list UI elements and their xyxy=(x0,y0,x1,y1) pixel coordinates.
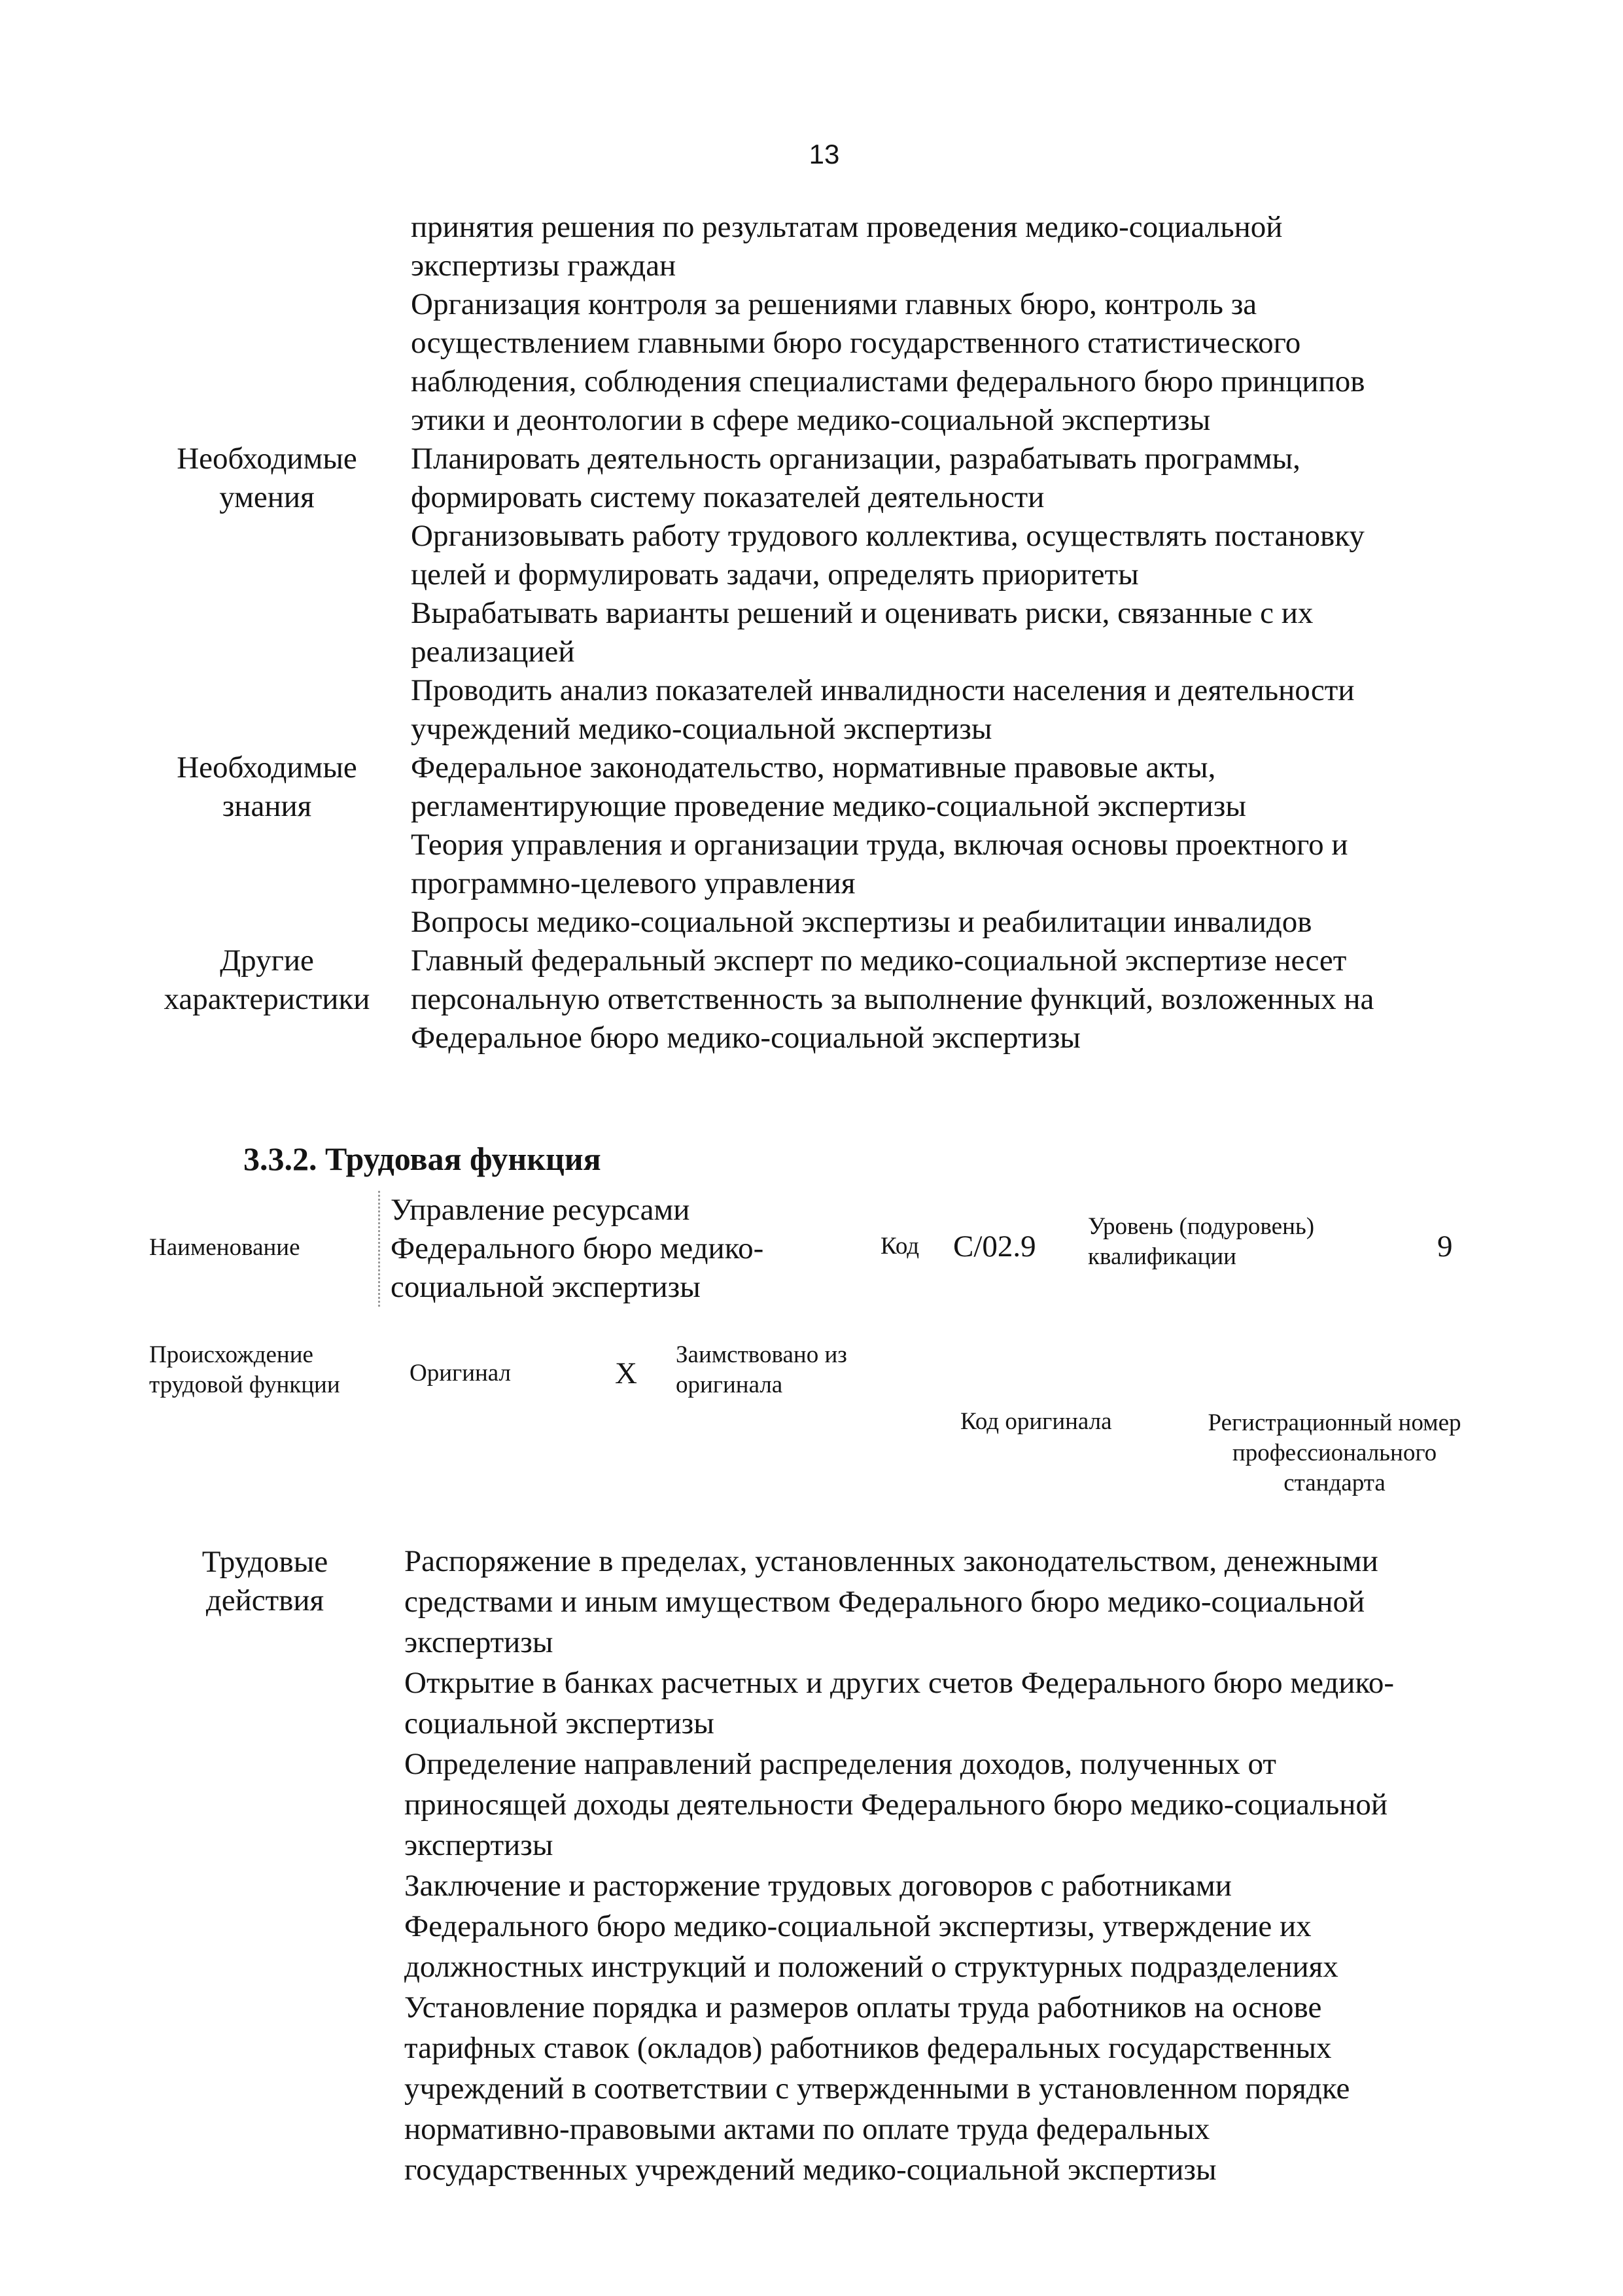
origin-label-line: Происхождение xyxy=(149,1341,313,1368)
text-line: осуществлением главными бюро государственного статистического xyxy=(411,326,1301,360)
code-label: Код xyxy=(881,1233,920,1260)
function-name-line: социальной экспертизы xyxy=(391,1270,701,1304)
label-line: умения xyxy=(219,480,315,514)
text-line: Организовывать работу трудового коллектива, осуществлять постановку xyxy=(411,519,1365,553)
continuation-text xyxy=(411,208,1523,440)
text-line: Установление порядка и размеров оплаты труда работников на основе xyxy=(404,1990,1322,2024)
text-line: Федеральное законодательство, нормативные правовые акты, xyxy=(411,751,1216,785)
original-label: Оригинал xyxy=(410,1360,512,1386)
skills-label xyxy=(149,440,385,517)
code-value: C/02.9 xyxy=(953,1229,1036,1263)
reg-number-label-line: Регистрационный номер xyxy=(1208,1409,1461,1436)
skills-text xyxy=(411,440,1523,749)
text-line: экспертизы xyxy=(404,1625,553,1659)
text-line: этики и деонтологии в сфере медико-социальной экспертизы xyxy=(411,403,1211,437)
level-value: 9 xyxy=(1437,1229,1453,1263)
reg-number-label-line: стандарта xyxy=(1283,1470,1386,1496)
text-line: нормативно-правовыми актами по оплате труда федеральных xyxy=(404,2112,1210,2146)
level-label-line: квалификации xyxy=(1088,1243,1236,1270)
text-line: должностных инструкций и положений о структурных подразделениях xyxy=(404,1950,1338,1984)
text-line: приносящей доходы деятельности Федерального бюро медико-социальной xyxy=(404,1788,1388,1822)
text-line: Проводить анализ показателей инвалидности населения и деятельности xyxy=(411,673,1355,707)
level-label xyxy=(1088,1212,1314,1272)
section-title: 3.3.2. Трудовая функция xyxy=(243,1140,601,1177)
text-line: Теория управления и организации труда, включая основы проектного и xyxy=(411,828,1348,862)
label-line: действия xyxy=(205,1583,324,1617)
text-line: учреждений медико-социальной экспертизы xyxy=(411,712,992,746)
label-line: Другие xyxy=(220,944,314,978)
text-line: Заключение и расторжение трудовых договоров с работниками xyxy=(404,1869,1232,1903)
function-name-line: Федерального бюро медико- xyxy=(391,1231,764,1265)
text-line: государственных учреждений медико-социальной экспертизы xyxy=(404,2153,1217,2187)
knowledge-label xyxy=(149,749,385,826)
text-line: наблюдения, соблюдения специалистами федерального бюро принципов xyxy=(411,364,1365,398)
text-line: Вырабатывать варианты решений и оценивать риски, связанные с их xyxy=(411,596,1314,630)
text-line: Открытие в банках расчетных и других счетов Федерального бюро медико- xyxy=(404,1666,1394,1700)
text-line: экспертизы xyxy=(404,1828,553,1862)
labour-actions-text xyxy=(404,1541,1529,2190)
name-label: Наименование xyxy=(149,1234,300,1261)
text-line: средствами и иным имуществом Федерального бюро медико-социальной xyxy=(404,1585,1365,1619)
function-name xyxy=(378,1191,763,1307)
text-line: учреждений в соответствии с утвержденными в установленном порядке xyxy=(404,2072,1350,2106)
page-number: 13 xyxy=(809,139,840,169)
text-line: Главный федеральный эксперт по медико-социальной экспертизе несет xyxy=(411,944,1347,978)
text-line: принятия решения по результатам проведения медико-социальной xyxy=(411,210,1283,244)
borrowed-label-line: оригинала xyxy=(676,1371,783,1398)
origin-label xyxy=(149,1340,340,1400)
text-line: регламентирующие проведение медико-социальной экспертизы xyxy=(411,789,1246,823)
text-line: Вопросы медико-социальной экспертизы и реабилитации инвалидов xyxy=(411,905,1312,939)
text-line: Федерального бюро медико-социальной экспертизы, утверждение их xyxy=(404,1909,1312,1943)
label-line: характеристики xyxy=(164,982,370,1016)
label-line: знания xyxy=(222,789,312,823)
labour-actions-label xyxy=(157,1543,373,1620)
text-line: Распоряжение в пределах, установленных законодательством, денежными xyxy=(404,1544,1378,1578)
original-mark: X xyxy=(615,1356,637,1390)
origin-label-line: трудовой функции xyxy=(149,1371,340,1398)
text-line: тарифных ставок (окладов) работников федеральных государственных xyxy=(404,2031,1332,2065)
label-line: Необходимые xyxy=(177,442,357,476)
text-line: Организация контроля за решениями главных бюро, контроль за xyxy=(411,287,1257,321)
reg-number-label xyxy=(1191,1408,1478,1498)
other-text xyxy=(411,942,1523,1057)
text-line: формировать систему показателей деятельности xyxy=(411,480,1045,514)
level-label-line: Уровень (подуровень) xyxy=(1088,1213,1315,1240)
text-line: Определение направлений распределения доходов, полученных от xyxy=(404,1747,1276,1781)
borrowed-label xyxy=(676,1340,847,1400)
knowledge-text xyxy=(411,749,1523,942)
label-line: Трудовые xyxy=(201,1545,328,1579)
function-name-line: Управление ресурсами xyxy=(391,1193,690,1227)
borrowed-label-line: Заимствовано из xyxy=(676,1341,847,1368)
text-line: Федеральное бюро медико-социальной экспертизы xyxy=(411,1021,1081,1055)
text-line: персональную ответственность за выполнение функций, возложенных на xyxy=(411,982,1374,1016)
other-label xyxy=(149,942,385,1019)
text-line: реализацией xyxy=(411,635,575,669)
text-line: социальной экспертизы xyxy=(404,1706,714,1740)
reg-number-label-line: профессионального xyxy=(1232,1439,1437,1466)
label-line: Необходимые xyxy=(177,751,357,785)
text-line: программно-целевого управления xyxy=(411,866,856,900)
original-code-label: Код оригинала xyxy=(960,1408,1112,1435)
text-line: целей и формулировать задачи, определять приоритеты xyxy=(411,557,1139,592)
text-line: экспертизы граждан xyxy=(411,249,676,283)
text-line: Планировать деятельность организации, разрабатывать программы, xyxy=(411,442,1300,476)
